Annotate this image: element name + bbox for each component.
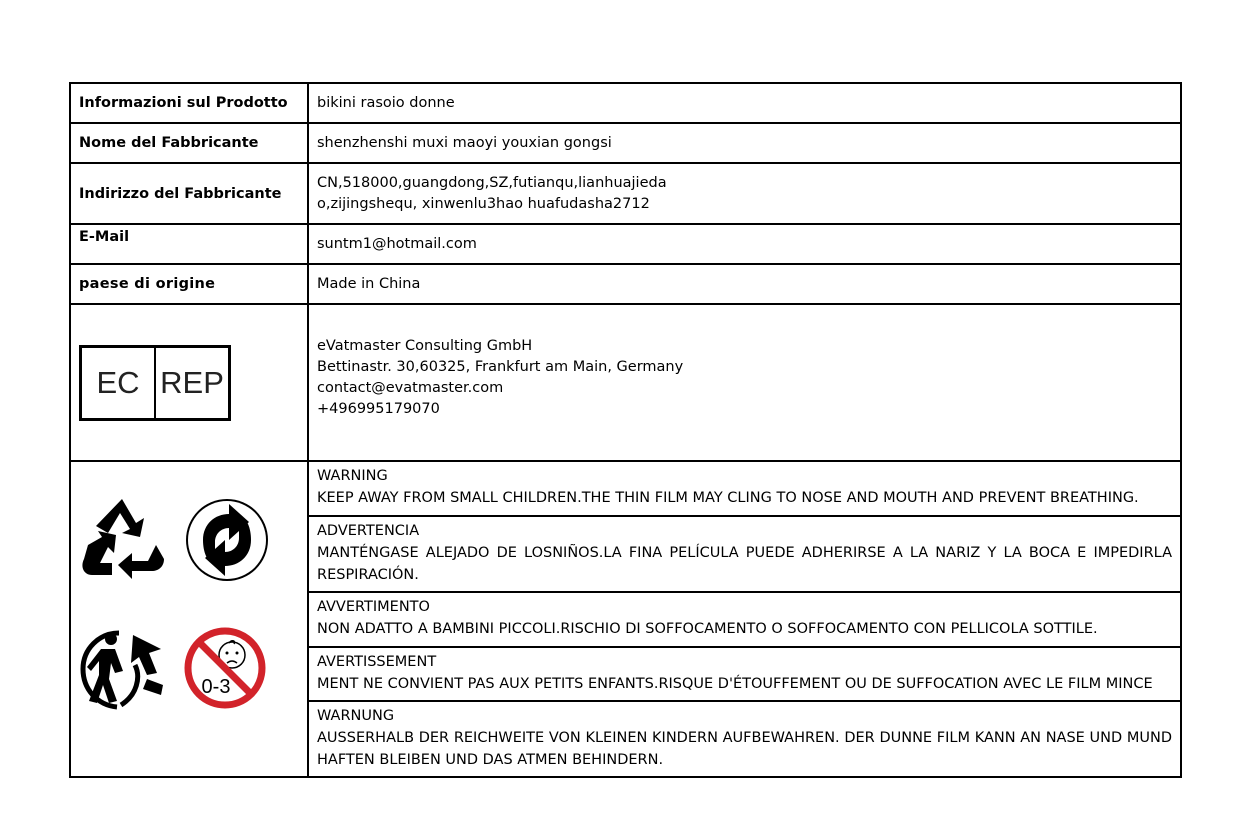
row-label-origin: paese di origine bbox=[70, 264, 308, 304]
recycle-icon bbox=[78, 495, 166, 581]
ec-rep-contact bbox=[308, 304, 1181, 461]
table-row bbox=[70, 163, 1181, 224]
warning-text: KEEP AWAY FROM SMALL CHILDREN.THE THIN FILM MAY CLING TO NOSE AND MOUTH AND PREVENT BREATHING. bbox=[317, 490, 1139, 506]
row-label-address: Indirizzo del Fabbricante bbox=[70, 163, 308, 224]
age-label: 0-3 bbox=[201, 676, 231, 698]
row-value-manufacturer: shenzhenshi muxi maoyi youxian gongsi bbox=[308, 123, 1181, 163]
table-row bbox=[70, 304, 1181, 461]
ec-rep-symbol-right: REP bbox=[160, 364, 224, 400]
warning-text: AUSSERHALB DER REICHWEITE VON KLEINEN KINDERN AUFBEWAHREN. DER DUNNE FILM KANN AN NASE UND MUND HAFTEN BLEIBEN UND DAS ATMEN BEHINDERN. bbox=[317, 730, 1172, 768]
warning-text: MANTÉNGASE ALEJADO DE LOSNIÑOS.LA FINA PELÍCULA PUEDE ADHERIRSE A LA NARIZ Y LA BOCA E IMPEDIRLA RESPIRACIÓN. bbox=[317, 545, 1172, 583]
warning-title: AVVERTIMENTO bbox=[317, 599, 430, 615]
ec-rep-address: Bettinastr. 30,60325, Frankfurt am Main, Germany bbox=[317, 358, 684, 375]
row-label-manufacturer: Nome del Fabbricante bbox=[70, 123, 308, 163]
icon-cell bbox=[70, 461, 308, 777]
address-line-2: o,zijingshequ, xinwenlu3hao huafudasha2712 bbox=[317, 195, 650, 212]
ec-rep-symbol bbox=[79, 345, 231, 421]
warning-text: NON ADATTO A BAMBINI PICCOLI.RISCHIO DI SOFFOCAMENTO O SOFFOCAMENTO CON PELLICOLA SOTTILE. bbox=[317, 621, 1098, 637]
ec-rep-phone: +496995179070 bbox=[317, 400, 440, 417]
row-label-product: Informazioni sul Prodotto bbox=[70, 83, 308, 123]
product-info-table bbox=[69, 82, 1182, 778]
warnings-cell bbox=[308, 461, 1181, 777]
tidyman-icon bbox=[77, 625, 167, 711]
ec-rep-email: contact@evatmaster.com bbox=[317, 379, 504, 396]
ec-rep-symbol-left: EC bbox=[82, 348, 156, 418]
row-value-origin: Made in China bbox=[308, 264, 1181, 304]
warning-de bbox=[309, 702, 1180, 776]
ec-rep-symbol-cell bbox=[70, 304, 308, 461]
green-dot-icon bbox=[183, 496, 271, 584]
warning-title: WARNUNG bbox=[317, 708, 395, 724]
product-info-sheet bbox=[69, 82, 1180, 778]
warning-text: MENT NE CONVIENT PAS AUX PETITS ENFANTS.RISQUE D'ÉTOUFFEMENT OU DE SUFFOCATION AVEC LE FILM MINCE bbox=[317, 676, 1153, 692]
warning-title: ADVERTENCIA bbox=[317, 523, 420, 539]
no-under-3-icon bbox=[182, 625, 268, 711]
row-label-email: E-Mail bbox=[70, 224, 308, 264]
warning-it bbox=[309, 593, 1180, 648]
warning-en bbox=[309, 462, 1180, 517]
table-row bbox=[70, 224, 1181, 264]
warning-title: AVERTISSEMENT bbox=[317, 654, 437, 670]
table-row bbox=[70, 264, 1181, 304]
row-value-address bbox=[308, 163, 1181, 224]
ec-rep-company: eVatmaster Consulting GmbH bbox=[317, 337, 533, 354]
warning-title: WARNING bbox=[317, 468, 388, 484]
table-row bbox=[70, 461, 1181, 777]
warning-es bbox=[309, 517, 1180, 593]
table-row bbox=[70, 83, 1181, 123]
row-value-email: suntm1@hotmail.com bbox=[308, 224, 1181, 264]
warning-fr bbox=[309, 648, 1180, 702]
table-row bbox=[70, 123, 1181, 163]
row-value-product: bikini rasoio donne bbox=[308, 83, 1181, 123]
address-line-1: CN,518000,guangdong,SZ,futianqu,lianhuajieda bbox=[317, 174, 667, 191]
